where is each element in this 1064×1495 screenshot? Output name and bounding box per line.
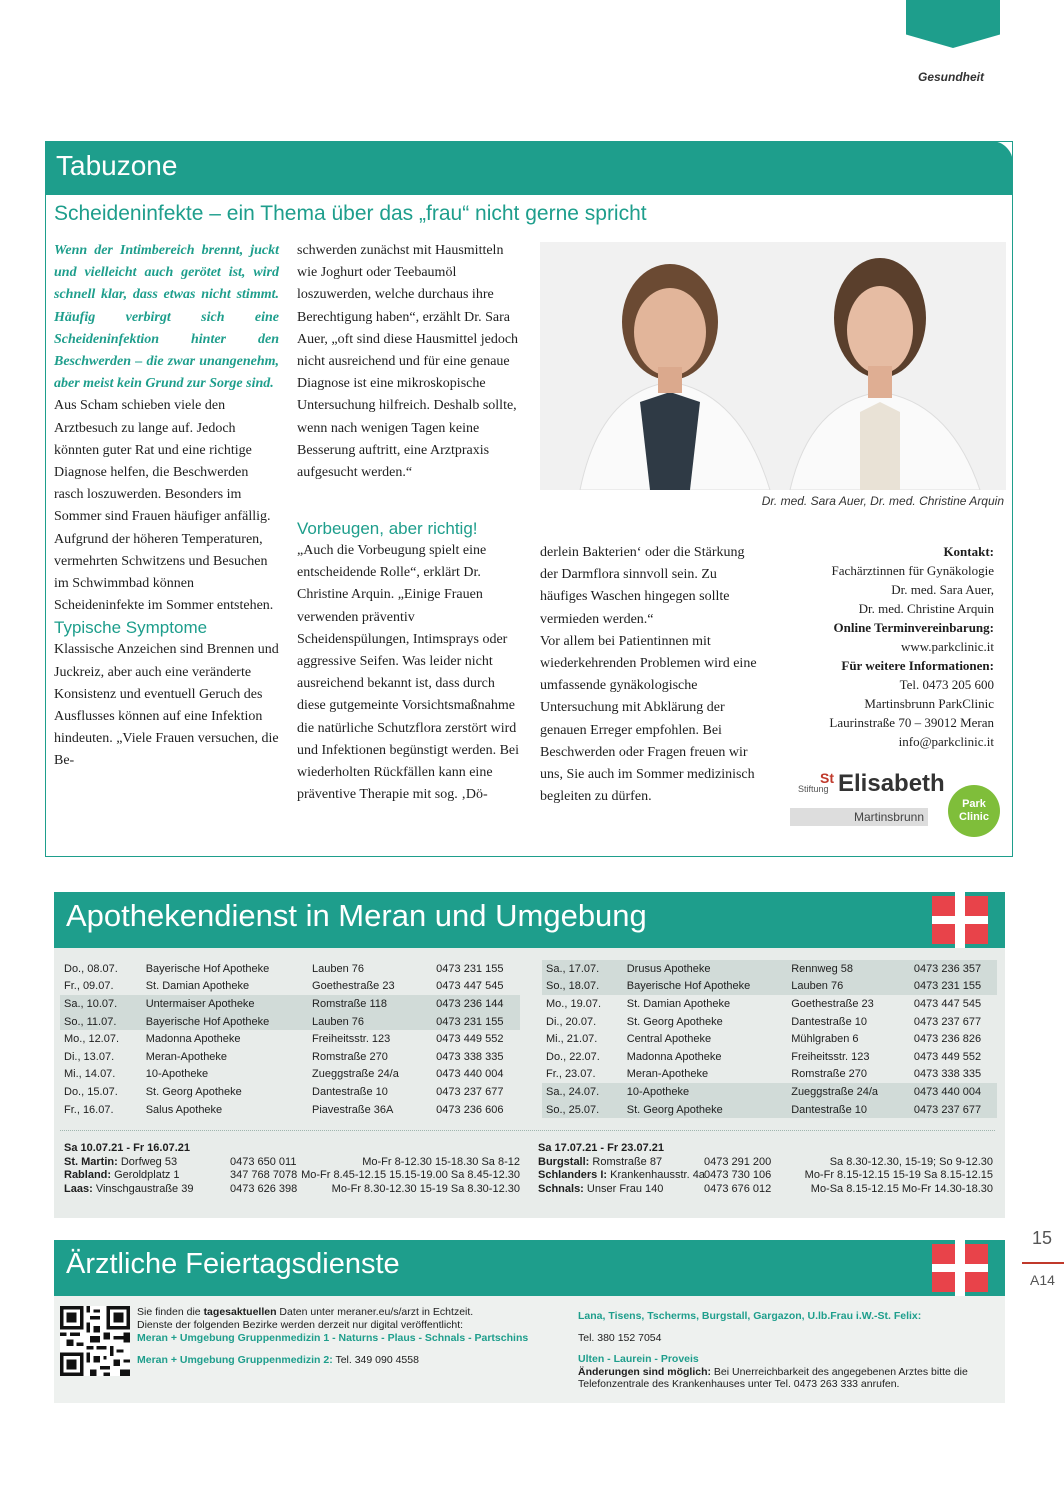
pharmacy-row [60,995,520,1013]
article-paragraph: schwerden zunächst mit Hausmitteln wie Joghurt oder Teebaumöl loszuwerden, welche durchaus ihre Berechtigung haben“, erzählt Dr. Sara Auer, „oft sind diese Hausmittel jedoch nicht ausreichend und für eine genaue Diagnose ist eine mikroskopische Untersuchung hilfreich. Deshalb sollte, wenn nach wenigen Tagen keine Besserung auftritt, eine Arztpraxis aufgesucht werden.“ [297,243,519,481]
week-heading: Sa 10.07.21 - Fr 16.07.21 [64,1142,190,1154]
week-row-addr: Vinschgaustraße 39 [95,1182,194,1195]
pharmacy-row [542,978,997,996]
logo-elisabeth: Elisabeth [838,770,945,797]
doctors-text: Daten unter meraner.eu/s/arzt in Echtzeit. [276,1306,474,1318]
pharmacy-phone: 0473 237 677 [436,1085,504,1098]
article-paragraph: derlein Bakterien‘ oder die Stärkung der Darmflora sinnvoll sein. Zu häufiges Waschen hingegen sollte vermieden werden.“ [540,545,745,627]
pharmacy-date: Mo., 12.07. [64,1033,120,1046]
pharmacy-name: Meran-Apotheke [145,1050,228,1063]
pharmacy-date: So., 11.07. [60,1013,142,1031]
pharmacy-date: Mi., 14.07. [64,1068,116,1081]
pharmacy-row [542,1048,997,1066]
week-block-1 [64,1142,520,1196]
pharmacy-name: Bayerische Hof Apotheke [145,962,270,975]
pharmacy-address: Lauben 76 [312,962,365,975]
week-row-hours: Mo-Sa 8.15-12.15 Mo-Fr 14.30-18.30 [810,1182,993,1195]
logo-park-2: Clinic [959,811,989,823]
pharmacy-row [542,1083,997,1101]
week-row-name: Schnals: [538,1182,584,1195]
park-clinic-logo [948,785,1000,837]
contact-phone: Tel. 0473 205 600 [899,677,994,692]
pharmacy-address: Dantestraße 10 [791,1015,868,1028]
pharmacy-name: Meran-Apotheke [626,1068,709,1081]
top-tab-marker [906,0,1000,48]
district-label: Lana, Tisens, Tscherms, Burgstall, Gargazon, U.lb.Frau i.W.-St. Felix: [578,1310,922,1322]
contact-box [774,542,994,751]
pharmacy-date: Di., 20.07. [546,1015,597,1028]
pharmacy-phone: 0473 231 155 [910,978,997,996]
pharmacy-name: St. Georg Apotheke [626,1015,723,1028]
pharmacy-phone: 0473 231 155 [436,962,504,975]
pharmacy-name: Untermaiser Apotheke [142,995,308,1013]
contact-org: Martinsbrunn ParkClinic [864,696,994,711]
pharmacy-date: Do., 15.07. [64,1085,118,1098]
pharmacy-name: 10-Apotheke [623,1083,787,1101]
doctors-photo-illustration [540,242,1006,490]
pharmacy-address: Lauben 76 [308,1013,432,1031]
week-row-tel: 0473 676 012 [704,1182,772,1195]
logo-stiftung: Stiftung [798,784,829,794]
doctors-title: Ärztliche Feiertagsdienste [66,1248,400,1280]
week-block-2 [538,1142,993,1196]
page-number: 15 [1032,1228,1053,1248]
divider [60,1130,995,1131]
article-lead: Wenn der Intimbereich brennt, juckt und vielleicht auch gerötet ist, wird schnell klar, dass etwas nicht stimmt. Häufig verbirgt sich eine Scheideninfektion hinter den Beschwerden – die zwar unangenehm, aber meist kein Grund zur Sorge sind. [54,243,279,392]
pharmacy-phone: 0473 236 606 [436,1103,504,1116]
logo-park-1: Park [962,798,986,810]
article-header-bar [45,141,1013,195]
contact-address: Laurinstraße 70 – 39012 Meran [829,715,994,730]
pharmacy-row [542,1013,997,1031]
pharmacy-address: Rennweg 58 [787,960,910,978]
pharmacy-row [542,1101,997,1119]
pharmacy-row [60,1030,520,1048]
pharmacy-name: Bayerische Hof Apotheke [623,978,787,996]
contact-line: Dr. med. Christine Arquin [858,601,994,616]
pharmacy-address: Dantestraße 10 [312,1085,388,1098]
pharmacy-date: Sa., 24.07. [542,1083,623,1101]
pharmacy-phone: 0473 440 004 [910,1083,997,1101]
article-column-2b [297,518,522,806]
page-code: A14 [1030,1272,1055,1288]
pharmacy-date: Fr., 16.07. [64,1103,114,1116]
pharmacy-name: St. Damian Apotheke [145,980,250,993]
contact-email-link[interactable]: info@parkclinic.it [898,734,994,749]
pharmacy-phone: 0473 447 545 [913,997,982,1010]
section-label: Gesundheit [917,70,984,84]
article-paragraph: Klassische Anzeichen sind Brennen und Juckreiz, aber auch eine veränderte Konsistenz und eventuell Geruch des Ausflusses können auf eine Infektion hindeuten. „Viele Frauen versuchen, die Be- [54,642,279,769]
heading-prevention: Vorbeugen, aber richtig! [297,519,478,538]
pharmacy-address: Romstraße 270 [312,1050,388,1063]
contact-line: Dr. med. Sara Auer, [891,582,994,597]
district-phone: Tel. 349 090 4558 [332,1353,419,1366]
qr-code-icon[interactable] [60,1306,130,1376]
pharmacy-address: Romstraße 118 [308,995,432,1013]
week-heading: Sa 17.07.21 - Fr 23.07.21 [538,1142,664,1154]
week-row-tel: 0473 291 200 [704,1155,772,1168]
pharmacy-phone: 0473 231 155 [432,1013,520,1031]
pharmacy-address: Goethestraße 23 [791,997,874,1010]
week-row-name: Laas: [64,1182,93,1195]
week-row-name: Schlanders I: [538,1169,608,1181]
week-row [538,1183,993,1197]
notice-text: Bei Unerreichbarkeit des angegebenen Arztes bitte die Telefonzentrale des Krankenhauses unter Tel. 0473 263 333 anrufen. [578,1365,968,1390]
pharmacy-phone: 0473 338 335 [436,1050,504,1063]
week-row-tel: 347 768 7078 [230,1169,298,1181]
week-row-addr: Unser Frau 140 [586,1182,664,1195]
pharmacy-phone: 0473 449 552 [436,1033,504,1046]
week-row [538,1169,993,1183]
contact-heading: Kontakt: [943,544,994,559]
pharmacy-row [542,1030,997,1048]
pharmacy-row [60,978,520,996]
week-row [64,1183,520,1197]
pharmacy-phone: 0473 237 677 [913,1015,982,1028]
pharmacy-phone: 0473 449 552 [913,1050,982,1063]
pharmacy-phone: 0473 237 677 [910,1101,997,1119]
week-row-hours: Mo-Fr 8.30-12.30 15-19 Sa 8.30-12.30 [331,1182,520,1195]
week-row-hours: Sa 8.30-12.30, 15-19; So 9-12.30 [829,1155,993,1168]
district-link[interactable]: Meran + Umgebung Gruppenmedizin 1 - Naturns - Plaus - Schnals - Partschins [137,1332,529,1344]
pharmacy-address: Freiheitsstr. 123 [312,1033,391,1046]
article-paragraph: „Auch die Vorbeugung spielt eine entscheidende Rolle“, erklärt Dr. Christine Arquin. „Einige Frauen verwenden präventiv Scheidenspülungen, Intimsprays oder aggressive Seifen. Was leider nicht ausreichend bekannt ist, dass durch diese gutgemeinte Vorsichtsmaßnahme die natürliche Schutzflora zerstört wird und Infektionen begünstigt werden. Bei wiederholten Rückfällen kann eine präventive Therapie mit sog. ‚Dö- [297,543,520,803]
pharmacy-address: Zueggstraße 24/a [787,1083,910,1101]
heading-symptoms: Typische Symptome [54,618,208,638]
pharmacy-table-left [60,960,520,1118]
article-paragraph: Vor allem bei Patientinnen mit wiederkehrenden Problemen wird eine umfassende gynäkologische Untersuchung mit Abklärung der genauen Erreger empfohlen. Bei Beschwerden oder Fragen freuen wir uns, Sie auch im Sommer medizinisch begleiten zu dürfen. [540,633,757,805]
article-column-2 [297,240,522,484]
pharmacy-name: Bayerische Hof Apotheke [142,1013,308,1031]
pharmacy-phone: 0473 440 004 [436,1068,504,1081]
pharmacy-table-right [542,960,997,1118]
pharmacy-row [542,960,997,978]
cross-icon [932,1240,988,1296]
pharmacy-phone: 0473 236 357 [910,960,997,978]
contact-line: Fachärztinnen für Gynäkologie [831,563,994,578]
pharmacy-row [60,1101,520,1119]
pharmacy-phone: 0473 447 545 [436,980,504,993]
week-row-name: Burgstall: [538,1155,590,1168]
pharmacy-name: 10-Apotheke [145,1068,209,1081]
pharmacy-row [60,1083,520,1101]
pharmacy-name: Salus Apotheke [145,1103,223,1116]
pharmacy-name: St. Georg Apotheke [623,1101,787,1119]
notice-label: Änderungen sind möglich: [578,1365,711,1378]
week-row [538,1156,993,1170]
doctors-text: Dienste der folgenden Bezirke werden derzeit nur digital veröffentlicht: [137,1318,464,1331]
pharmacy-date: Sa., 17.07. [542,960,623,978]
district-phone: Tel. 380 152 7054 [578,1331,662,1344]
week-row-tel: 0473 650 011 [230,1155,297,1168]
pharmacy-row [60,1013,520,1031]
article-column-3 [540,542,762,808]
week-row-addr: Dorfweg 53 [120,1155,178,1168]
pharmacy-phone: 0473 236 826 [913,1033,982,1046]
article-column-1 [54,240,279,773]
pharmacy-date: Sa., 10.07. [60,995,142,1013]
contact-info-heading: Für weitere Informationen: [841,658,994,673]
week-row-addr: Romstraße 87 [592,1155,663,1168]
doctors-photo [540,242,1006,490]
contact-website-link[interactable]: www.parkclinic.it [900,639,994,654]
pharmacy-row [60,1048,520,1066]
article-subtitle: Scheideninfekte – ein Thema über das „frau“ nicht gerne spricht [54,202,647,225]
pharmacy-date: Do., 22.07. [546,1050,600,1063]
pharmacy-name: Drusus Apotheke [623,960,787,978]
pharmacy-name: St. Georg Apotheke [145,1085,242,1098]
doctors-text-bold: tagesaktuellen [203,1306,277,1318]
photo-caption: Dr. med. Sara Auer, Dr. med. Christine Arquin [761,494,1004,508]
week-row-tel: 0473 626 398 [230,1182,298,1195]
pharmacy-row [542,995,997,1013]
pharmacy-date: So., 25.07. [542,1101,623,1119]
week-row-name: St. Martin: [64,1155,118,1168]
doctors-info-right [578,1310,998,1391]
pharmacy-row [60,960,520,978]
doctors-text: Sie finden die [137,1306,204,1318]
pharmacy-date: Di., 13.07. [64,1050,115,1063]
logo-st: St [820,770,834,786]
week-row-name: Rabland: [64,1169,112,1181]
week-row-hours: Mo-Fr 8.15-12.15 15-19 Sa 8.15-12.15 [804,1169,993,1181]
cross-icon [932,892,988,948]
week-row [64,1169,520,1183]
week-row-hours: Mo-Fr 8-12.30 15-18.30 Sa 8-12 [362,1155,520,1168]
pharmacy-address: Goethestraße 23 [312,980,395,993]
pharmacy-date: Do., 08.07. [64,962,118,975]
pharmacy-name: St. Damian Apotheke [626,997,731,1010]
pharmacy-name: Madonna Apotheke [145,1033,241,1046]
week-row-tel: 0473 730 106 [704,1169,772,1181]
week-row-hours: Mo-Fr 8.45-12.15 15.15-19.00 Sa 8.45-12.30 [301,1169,520,1181]
pharmacy-phone: 0473 338 335 [913,1068,982,1081]
pharmacy-address: Zueggstraße 24/a [312,1068,399,1081]
pharmacy-row [542,1066,997,1084]
pharmacy-date: Fr., 23.07. [546,1068,596,1081]
pharmacy-row [60,1066,520,1084]
week-row-addr: Krankenhausstr. 4a [610,1169,705,1181]
pharmacy-title: Apothekendienst in Meran und Umgebung [66,898,647,933]
doctors-info-left [137,1306,567,1366]
pharmacy-address: Freiheitsstr. 123 [791,1050,870,1063]
district-label: Ulten - Laurein - Proveis [578,1353,699,1365]
week-row [64,1156,520,1170]
logo-martinsbrunn: Martinsbrunn [790,808,928,826]
pharmacy-date: Mo., 19.07. [546,997,602,1010]
article-paragraph: Aus Scham schieben viele den Arztbesuch zu lange auf. Jedoch könnten guter Rat und eine richtige Diagnose helfen, die Beschwerden rasch loszuwerden. Besonders im Sommer sind Frauen häufiger anfällig. Aufgrund der höheren Temperaturen, vermehrten Schwitzens und Besuchen im Schwimmbad können Scheideninfekte im Sommer entstehen. [54,398,274,614]
st-elisabeth-logo [790,770,950,826]
contact-online-heading: Online Terminvereinbarung: [833,620,994,635]
pharmacy-name: Central Apotheke [626,1033,712,1046]
district-label: Meran + Umgebung Gruppenmedizin 2: [137,1353,333,1366]
page-rule [1022,1262,1064,1264]
pharmacy-phone: 0473 236 144 [432,995,520,1013]
pharmacy-address: Mühlgraben 6 [791,1033,859,1046]
pharmacy-address: Dantestraße 10 [787,1101,910,1119]
pharmacy-address: Romstraße 270 [791,1068,868,1081]
pharmacy-name: Madonna Apotheke [626,1050,722,1063]
pharmacy-address: Lauben 76 [787,978,910,996]
article-title: Tabuzone [56,150,178,181]
pharmacy-address: Piavestraße 36A [312,1103,394,1116]
week-row-addr: Geroldplatz 1 [114,1169,180,1181]
pharmacy-date: Mi., 21.07. [546,1033,598,1046]
pharmacy-date: So., 18.07. [542,978,623,996]
pharmacy-date: Fr., 09.07. [64,980,114,993]
